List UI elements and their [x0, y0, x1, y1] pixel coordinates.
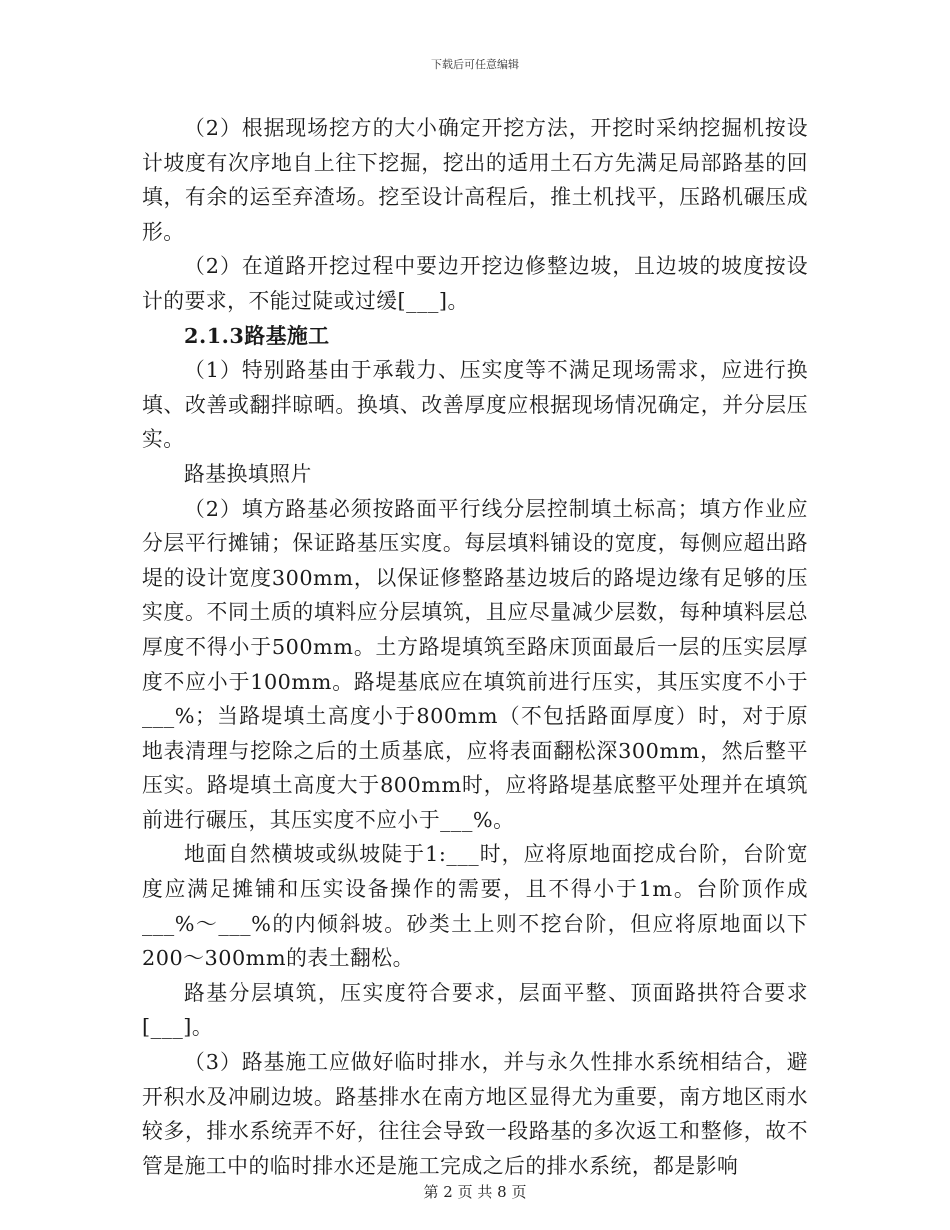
document-body [142, 111, 808, 1183]
section-heading: 2.1.3路基施工 [184, 322, 330, 348]
photo-caption: 路基换填照片 [184, 461, 312, 486]
page-footer: 第 2 页 共 8 页 [423, 1183, 527, 1201]
paragraph-excavation-method: （2）根据现场挖方的大小确定开挖方法，开挖时采纳挖掘机按设计坡度有次序地自上往下挖掘，挖出的适用土石方先满足局部路基的回填，有余的运至弃渣场。挖至设计高程后，推土机找平，压路机碾压成形。 [142, 116, 808, 244]
paragraph-layered-filling: 路基分层填筑，压实度符合要求，层面平整、顶面路拱符合要求[___]。 [142, 980, 808, 1040]
paragraph-drainage: （3）路基施工应做好临时排水，并与永久性排水系统相结合，避开积水及冲刷边坡。路基排水在南方地区显得尤为重要，南方地区雨水较多，排水系统弄不好，往往会导致一段路基的多次返工和整修，故不管是施工中的临时排水还是施工完成之后的排水系统，都是影响 [142, 1050, 808, 1178]
paragraph-special-subgrade: （1）特别路基由于承载力、压实度等不满足现场需求，应进行换填、改善或翻拌晾晒。换填、改善厚度应根据现场情况确定，并分层压实。 [142, 358, 808, 452]
paragraph-ground-slope: 地面自然横坡或纵坡陡于1:___时，应将原地面挖成台阶，台阶宽度应满足摊铺和压实设备操作的需要，且不得小于1m。台阶顶作成___%～___%的内倾斜坡。砂类土上则不挖台阶，但应将原地面以下200～300mm的表土翻松。 [142, 842, 808, 971]
paragraph-fill-subgrade: （2）填方路基必须按路面平行线分层控制填土标高；填方作业应分层平行摊铺；保证路基压实度。每层填料铺设的宽度，每侧应超出路堤的设计宽度300mm，以保证修整路基边坡后的路堤边缘有足够的压实度。不同土质的填料应分层填筑，且应尽量减少层数，每种填料层总厚度不得小于500mm。土方路堤填筑至路床顶面最后一层的压实层厚度不应小于100mm。路堤基底应在填筑前进行压实，其压实度不小于___%；当路堤填土高度小于800mm（不包括路面厚度）时，对于原地表清理与挖除之后的土质基底，应将表面翻松深300mm，然后整平压实。路堤填土高度大于800mm时，应将路堤基底整平处理并在填筑前进行碾压，其压实度不应小于___%。 [142, 496, 808, 832]
page-header: 下载后可任意编辑 [431, 58, 519, 71]
paragraph-slope-trimming: （2）在道路开挖过程中要边开挖边修整边坡，且边坡的坡度按设计的要求，不能过陡或过缓[___]。 [142, 254, 808, 313]
